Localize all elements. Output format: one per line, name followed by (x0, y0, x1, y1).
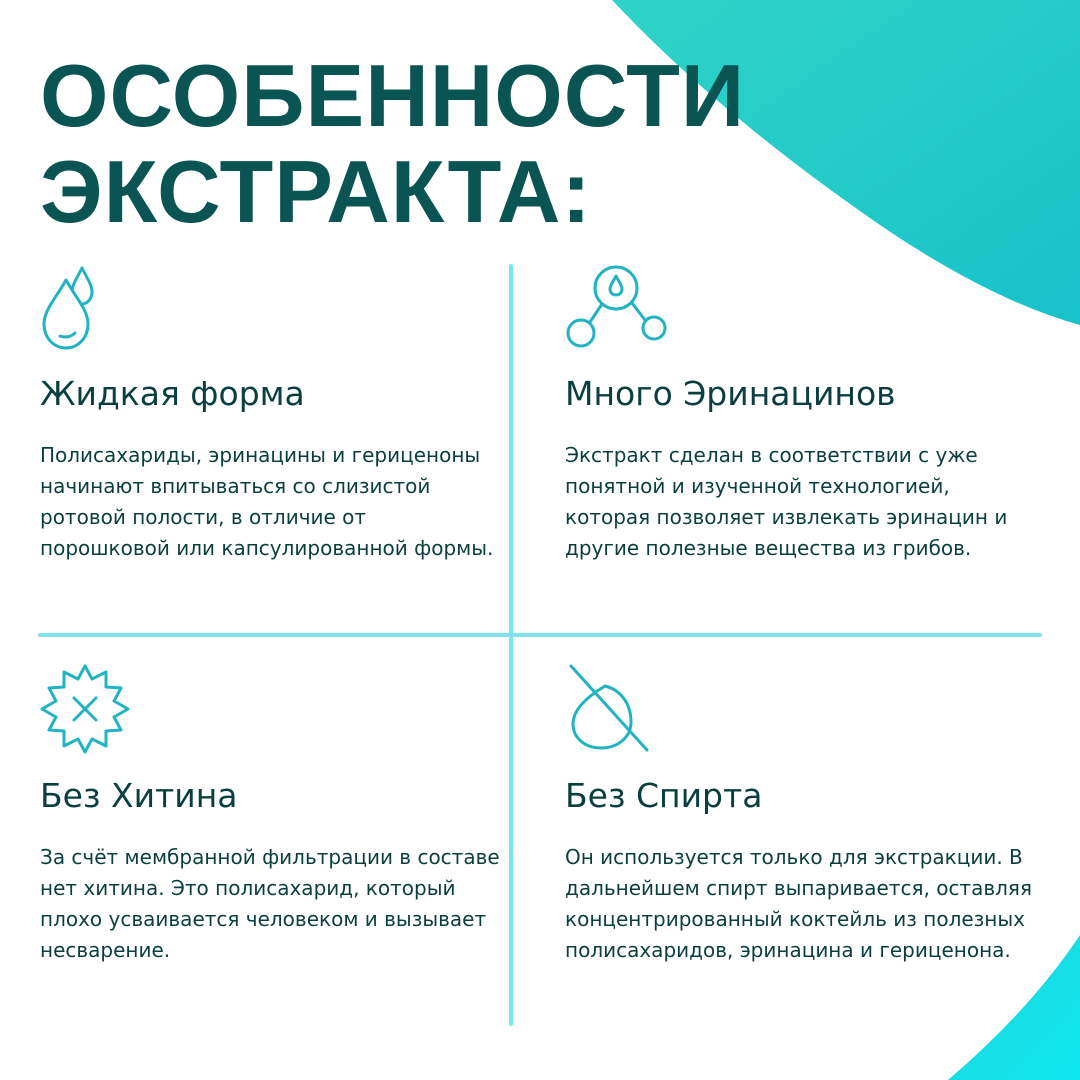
feature-title: Много Эринацинов (565, 374, 896, 413)
title-line-1: ОСОБЕННОСТИ (40, 46, 746, 145)
molecule-drop-icon (565, 262, 675, 354)
feature-text: Экстракт сделан в соответствии с уже понятной и изученной технологией, которая позволяет извлекать эринацин и другие полезные вещества из грибов. (565, 443, 1008, 560)
feature-title: Без Спирта (565, 776, 763, 815)
feature-title: Без Хитина (40, 776, 238, 815)
vertical-divider (509, 264, 513, 1026)
page-title (40, 48, 745, 240)
feature-title: Жидкая форма (40, 374, 305, 413)
no-alcohol-drop-icon (565, 664, 655, 754)
horizontal-divider (38, 633, 1042, 637)
feature-text: Полисахариды, эринацины и гериценоны начинают впитываться со слизистой ротовой полости, в отличие от порошковой или капсулированной формы. (40, 443, 494, 560)
title-line-2: ЭКСТРАКТА: (40, 142, 592, 241)
feature-text: За счёт мембранной фильтрации в составе нет хитина. Это полисахарид, который плохо усваивается человеком и вызывает несварение. (40, 845, 500, 962)
liquid-drops-icon (40, 262, 110, 354)
no-chitin-badge-icon (40, 664, 130, 754)
feature-text: Он используется только для экстракции. В дальнейшем спирт выпаривается, оставляя концентрированный коктейль из полезных полисахаридов, эринацина и гериценона. (565, 845, 1032, 962)
